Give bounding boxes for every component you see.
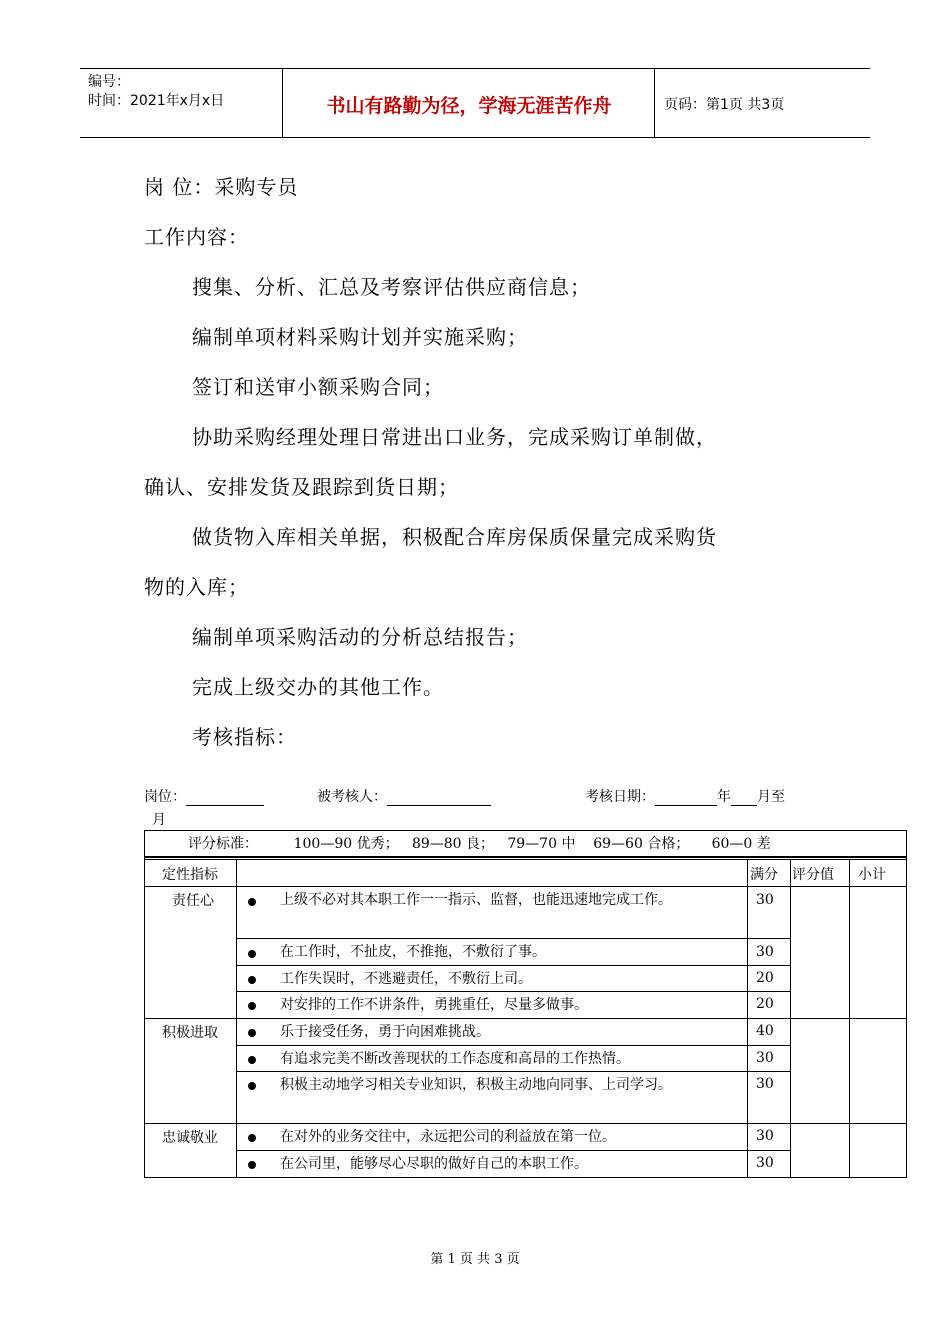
full-score: 30 [756,944,774,960]
table-rule [144,856,906,858]
form-date-label: 考核日期： [585,789,655,805]
table-rule [747,859,748,1177]
duty-line: 搜集、分析、汇总及考察评估供应商信息； [192,275,591,299]
criterion-text: 上级不必对其本职工作一一指示、监督，也能迅速地完成工作。 [280,892,672,908]
header-divider [282,69,283,137]
header-indicator: 定性指标 [162,867,218,883]
table-rule [144,859,906,860]
duty-line: 编制单项采购活动的分析总结报告； [192,625,528,649]
scoring-standard: 评分标准： 100—90 优秀； 89—80 良； 79—70 中 69—60 合格； 60—0 差 [188,836,771,852]
header-score: 评分值 [792,867,834,883]
month-blank[interactable] [731,791,757,806]
year-label: 年 [717,789,731,805]
full-score: 30 [756,1076,774,1092]
table-rule [236,965,790,966]
header-motto: 书山有路勤为径，学海无涯苦作舟 [326,95,612,117]
duty-line: 完成上级交办的其他工作。 [192,675,444,699]
table-rule [144,830,906,831]
bullet-icon [248,898,256,906]
criterion-text: 有追求完美不断改善现状的工作态度和高昂的工作热情。 [280,1051,630,1067]
full-score: 40 [756,1023,774,1039]
criterion-text: 在公司里，能够尽心尽职的做好自己的本职工作。 [280,1156,588,1172]
duty-line: 做货物入库相关单据，积极配合库房保质保量完成采购货 [192,525,717,549]
doc-number-label: 编号： [88,74,130,90]
table-rule [144,886,906,887]
form-date [585,786,785,806]
criterion-text: 在工作时，不扯皮，不推拖，不敷衍了事。 [280,944,546,960]
table-rule [144,830,145,1178]
criterion-text: 工作失误时，不逃避责任，不敷衍上司。 [280,971,532,987]
page-footer: 第 1 页 共 3 页 [430,1252,520,1267]
duty-line: 确认、安排发货及跟踪到货日期； [144,475,459,499]
header-subtotal: 小计 [858,867,886,883]
form-assessee [317,786,491,806]
form-assessee-label: 被考核人： [317,789,387,805]
table-rule [144,1123,906,1124]
table-rule [790,859,791,1177]
table-rule [849,859,850,1177]
criterion-text: 对安排的工作不讲条件，勇挑重任，尽量多做事。 [280,997,588,1013]
bullet-icon [248,1029,256,1037]
table-rule [144,1177,906,1178]
full-score: 30 [756,1155,774,1171]
group-name: 积极进取 [162,1025,218,1041]
bullet-icon [248,1161,256,1169]
kpi-label: 考核指标： [192,725,297,749]
full-score: 20 [756,970,774,986]
duty-line: 编制单项材料采购计划并实施采购； [192,325,528,349]
bullet-icon [248,1056,256,1064]
duty-line: 物的入库； [144,575,249,599]
page-header [80,68,870,138]
work-content-label: 工作内容： [144,225,249,249]
criterion-text: 积极主动地学习相关专业知识，积极主动地向同事、上司学习。 [280,1077,672,1093]
header-divider [654,69,655,137]
full-score: 20 [756,996,774,1012]
position-blank[interactable] [186,791,264,806]
year-blank[interactable] [655,791,717,806]
form-position-label: 岗位： [144,789,186,805]
duty-line: 协助采购经理处理日常进出口业务，完成采购订单制做， [192,425,717,449]
group-name: 忠诚敬业 [162,1130,218,1146]
criterion-text: 在对外的业务交往中，永远把公司的利益放在第一位。 [280,1129,616,1145]
header-meta [88,73,224,111]
bullet-icon [248,976,256,984]
form-position [144,786,264,806]
header-page-code: 页码：第1页 共3页 [664,97,785,113]
header-full-score: 满分 [750,867,778,883]
assessee-blank[interactable] [387,791,491,806]
table-rule [236,991,790,992]
table-rule [236,1045,790,1046]
position-line: 岗 位：采购专员 [144,175,299,199]
table-rule [906,830,907,1178]
bullet-icon [248,1134,256,1142]
full-score: 30 [756,892,774,908]
bullet-icon [248,1082,256,1090]
table-rule [236,1071,790,1072]
duty-line: 签订和送审小额采购合同； [192,375,444,399]
bullet-icon [248,1002,256,1010]
table-rule [236,859,237,1177]
full-score: 30 [756,1050,774,1066]
full-score: 30 [756,1128,774,1144]
group-name: 责任心 [172,893,214,909]
table-rule [144,1018,906,1019]
table-rule [236,1150,790,1151]
criterion-text: 乐于接受任务，勇于向困难挑战。 [280,1024,490,1040]
bullet-icon [248,950,256,958]
table-rule [236,938,790,939]
doc-time-label: 时间：2021年x月x日 [88,93,225,109]
form-month-label: 月 [152,812,166,828]
month-to-label: 月至 [757,789,785,805]
